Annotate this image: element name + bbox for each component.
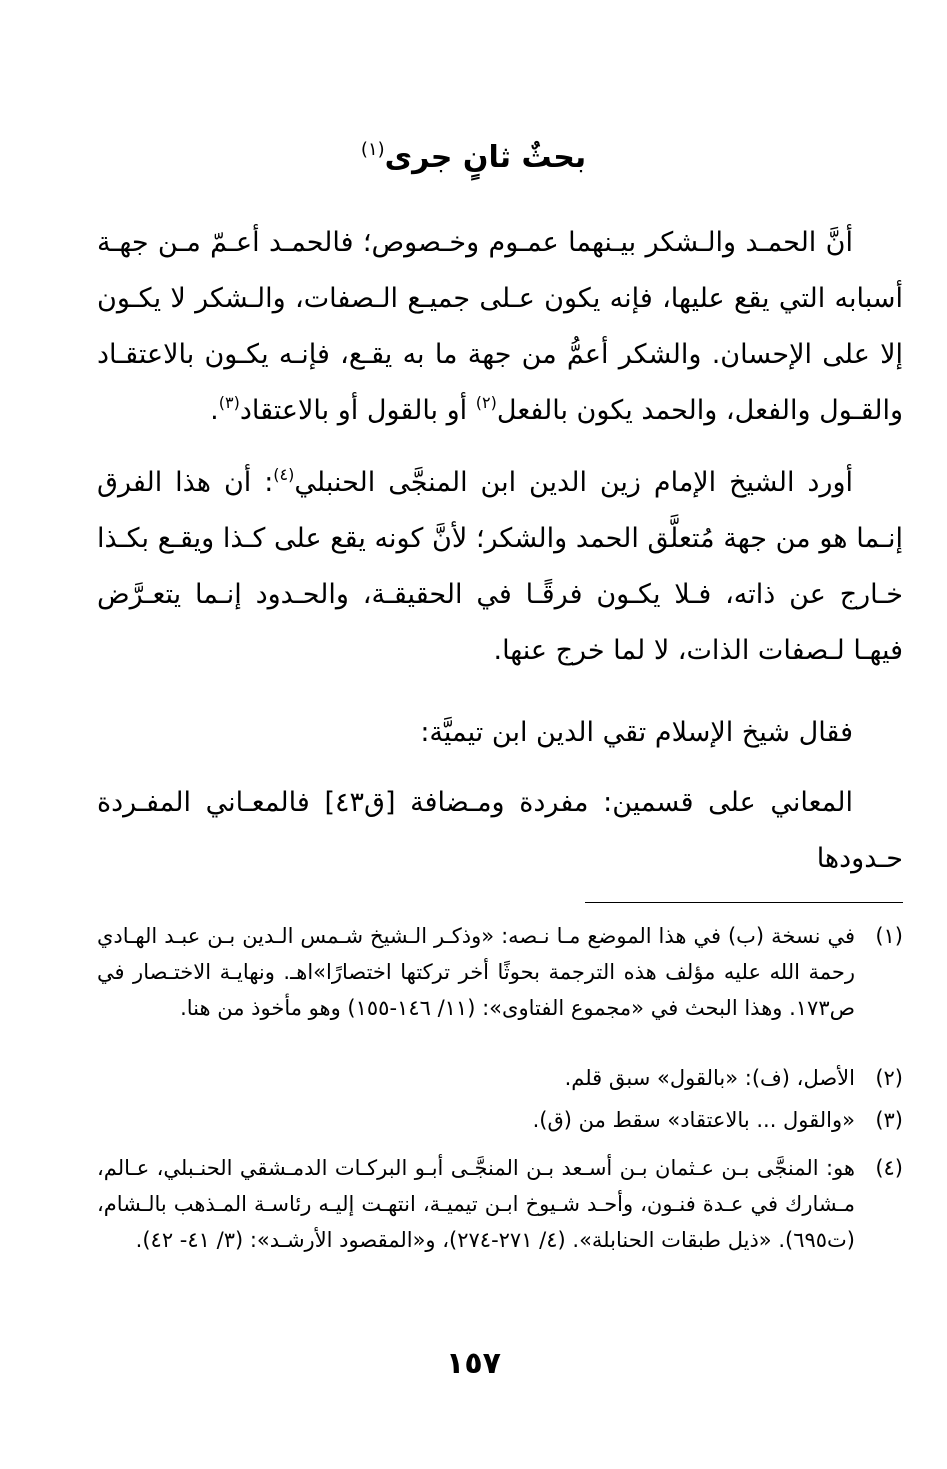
- paragraph: [97, 215, 903, 439]
- paragraph: [97, 775, 903, 887]
- paragraph-text: أورد الشيخ الإمام زين الدين ابن المنجَّى الحنبلي: [294, 467, 853, 498]
- section-title-text: بحثٌ ثانٍ جرى: [384, 140, 587, 175]
- footnote-text: الأصل، (ف): «بالقول» سبق قلم.: [564, 1066, 855, 1090]
- page-number: ١٥٧: [446, 1346, 501, 1381]
- footnote-number: (٣): [875, 1108, 903, 1132]
- footnote-ref: (١): [360, 139, 385, 160]
- paragraph-text: فقال شيخ الإسلام تقي الدين ابن تيميَّة:: [420, 717, 853, 748]
- footnote: [97, 1102, 903, 1138]
- footnote-ref: (٣): [218, 393, 240, 412]
- footnote-number: (١): [875, 924, 903, 948]
- footnote-ref: (٤): [273, 465, 295, 484]
- footnote-text: «والقول ... بالاعتقاد» سقط من (ق).: [532, 1108, 855, 1132]
- footnote: [97, 1060, 903, 1096]
- paragraph-text: أو بالقول أو بالاعتقاد: [239, 395, 476, 426]
- paragraph-text: .: [210, 395, 219, 426]
- footnote-number: (٢): [875, 1066, 903, 1090]
- paragraph-text: : أن هذا الفرق إنـما هو من جهة مُتعلَّق الحمد والشكر؛ لأنَّ كونه يقع على كـذا ويقـع بكـذا خـارج عن ذاته، فـلا يكـون فرقًـا في الحقيقـة، والحـدود إنـما يتعـرَّض فيهـا لـصفات الذات، لا لما خرج عنها.: [97, 467, 903, 666]
- paragraph-text: أنَّ الحمـد والـشكر بيـنهما عمـوم وخـصوص؛ فالحمـد أعـمّ مـن جهـة أسبابه التي يقع عليها، فإنه يكون عـلى جميـع الـصفات، والـشكر لا يكـون إلا على الإحسان. والشكر أعمُّ من جهة ما به يقـع، فإنـه يكـون بالاعتقـاد والقـول والفعل، والحمد يكون بالفعل: [97, 227, 903, 426]
- footnote-ref: (٢): [475, 393, 497, 412]
- paragraph-text: المعاني على قسمين: مفردة ومـضافة [ق٤٣] فالمعـاني المفـردة حـدودها: [97, 787, 903, 874]
- footnote: [97, 1150, 903, 1258]
- footnote: [97, 918, 903, 1026]
- footnote-separator: [585, 902, 903, 903]
- paragraph: [97, 455, 903, 679]
- section-title: [0, 128, 947, 180]
- paragraph: [97, 705, 903, 761]
- footnote-text: في نسخة (ب) في هذا الموضع مـا نـصه: «وذكـر الـشيخ شـمس الـدين بـن عبـد الهـادي رحمة الله عليه مؤلف هذه الترجمة بحوثًا أخر تركتها اختصارًا»اهـ. ونهايـة الاختـصار في ص١٧٣. وهذا البحث في «مجموع الفتاوى»: (١١/ ١٤٦-١٥٥) وهو مأخوذ من هنا.: [97, 924, 855, 1020]
- footnote-number: (٤): [875, 1156, 903, 1180]
- footnote-text: هو: المنجَّى بـن عـثمان بـن أسـعد بـن المنجَّـى أبـو البركـات الدمـشقي الحنـبلي، عـالم، مـشارك في عـدة فنـون، وأحـد شـيوخ ابـن تيميـة، انتهـت إليـه رئاسـة المـذهب بالـشام، (ت٦٩٥). «ذيل طبقات الحنابلة». (٤/ ٢٧١-٢٧٤)، و«المقصود الأرشـد»: (٣/ ٤١- ٤٢).: [97, 1156, 855, 1252]
